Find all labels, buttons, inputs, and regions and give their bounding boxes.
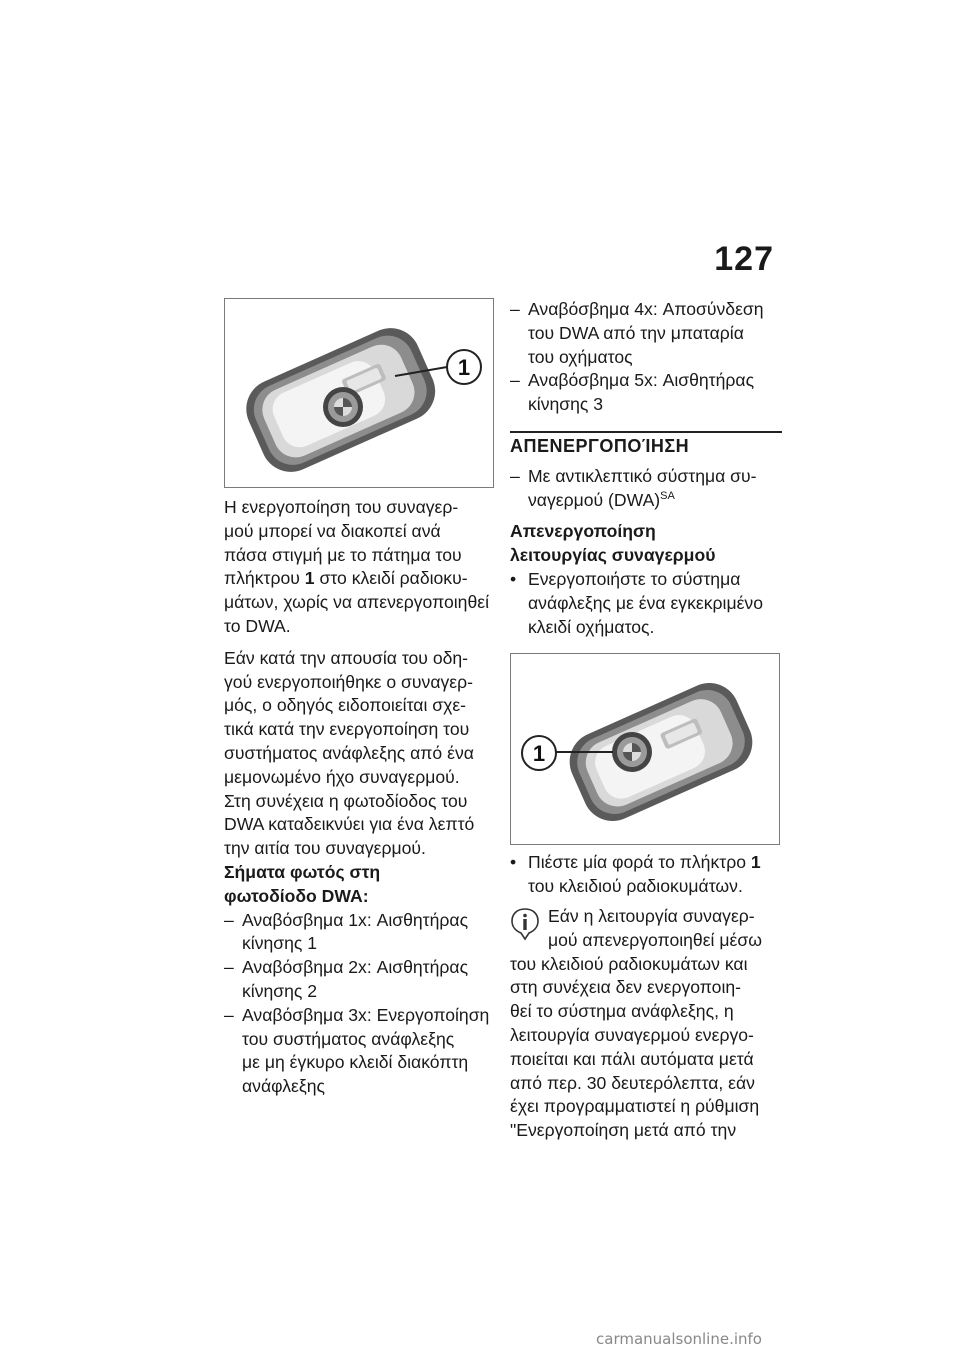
note-line: "Ενεργοποίηση μετά από την: [510, 1120, 737, 1141]
note-line: θεί το σύστημα ανάφλεξης, η: [510, 1001, 734, 1022]
step-line: ανάφλεξης με ένα εγκεκριμένο: [528, 592, 764, 613]
key-fob-illustration: [511, 654, 779, 844]
note-line: Εάν η λειτουργία συναγερ-: [548, 905, 755, 926]
left-column: [224, 298, 494, 1099]
dash-marker: –: [224, 1004, 234, 1025]
signal-line: Αναβόσβημα 2x: Αισθητήρας: [242, 957, 469, 978]
para2-line: Εάν κατά την απουσία του οδη-: [224, 647, 469, 668]
footer-watermark: carmanualsonline.info: [596, 1330, 762, 1348]
dash-marker: –: [510, 299, 520, 319]
requirement-text: ναγερμού (DWA): [528, 489, 661, 510]
para2-line: μεμονωμένο ήχο συναγερμού.: [224, 766, 460, 787]
note-line: του κλειδιού ραδιοκυμάτων και: [510, 953, 748, 974]
dash-marker: –: [224, 909, 234, 930]
step-line: Ενεργοποιήστε το σύστημα: [528, 568, 741, 589]
para2-line: μός, ο οδηγός ειδοποιείται σχε-: [224, 695, 467, 716]
bullet-marker: •: [510, 568, 517, 589]
note-line: λειτουργία συναγερμού ενεργο-: [510, 1024, 754, 1045]
para2-line: DWA καταδεικνύει για ένα λεπτό: [224, 814, 475, 835]
key-fob-figure-1: [224, 298, 494, 488]
step-item: [510, 851, 782, 899]
note-line: έχει προγραμματιστεί η ρύθμιση: [510, 1096, 760, 1117]
signal-line: του DWA από την μπαταρία: [528, 322, 744, 343]
step-line: του κλειδιού ραδιοκυμάτων.: [528, 876, 743, 897]
section-title: ΑΠΕΝΕΡΓΟΠΟΊΗΣΗ: [510, 435, 690, 456]
intro-text: πλήκτρου: [224, 568, 305, 589]
info-icon: [510, 907, 540, 941]
signal-line: κίνησης 1: [242, 933, 318, 954]
step-text: Πιέστε μία φορά το πλήκτρο: [528, 852, 751, 873]
signal-line: Αναβόσβημα 3x: Ενεργοποίηση: [242, 1004, 490, 1025]
signal-line: ανάφλεξης: [242, 1076, 325, 1097]
signals-heading: Σήματα φωτός στη: [224, 861, 381, 882]
section-divider: [510, 431, 782, 459]
signal-line: κίνησης 2: [242, 980, 318, 1001]
signal-line: του συστήματος ανάφλεξης: [242, 1028, 455, 1049]
para2-line: Στη συνέχεια η φωτοδίοδος του: [224, 790, 468, 811]
signal-item: [224, 956, 494, 1004]
signal-line: Αναβόσβημα 1x: Αισθητήρας: [242, 909, 469, 930]
signal-line: με μη έγκυρο κλειδί διακόπτη: [242, 1052, 469, 1073]
figure1-callout: 1: [457, 355, 471, 380]
signals-heading: φωτοδίοδο DWA:: [224, 885, 369, 906]
sub-heading: Απενεργοποίηση: [510, 521, 656, 542]
dash-marker: –: [510, 370, 520, 391]
signal-item: [224, 1004, 494, 1099]
note-line: μού απενεργοποιηθεί μέσω: [548, 929, 762, 950]
key-reference: 1: [304, 568, 315, 589]
signal-line: του οχήματος: [528, 346, 633, 367]
para2-line: την αιτία του συναγερμού.: [224, 838, 426, 859]
page-number: 127: [714, 240, 774, 278]
intro-line: μού μπορεί να διακοπεί ανά: [224, 520, 441, 541]
intro-line: πάσα στιγμή με το πάτημα του: [224, 544, 462, 565]
para2-line: συστήματος ανάφλεξης από ένα: [224, 742, 474, 763]
sub-heading: λειτουργίας συναγερμού: [510, 545, 716, 566]
dash-marker: –: [224, 957, 234, 978]
special-equipment-badge: SA: [660, 489, 675, 502]
para2-line: γού ενεργοποιήθηκε ο συναγερ-: [224, 671, 474, 692]
requirement-line: Με αντικλεπτικό σύστημα συ-: [528, 465, 757, 486]
signal-line: κίνησης 3: [528, 394, 604, 415]
step-line: κλειδί οχήματος.: [528, 616, 655, 637]
key-reference: 1: [750, 852, 761, 873]
intro-line: μάτων, χωρίς να απενεργοποιηθεί: [224, 592, 489, 613]
signal-item: [510, 298, 782, 369]
intro-line: [224, 567, 494, 591]
note-line: από περ. 30 δευτερόλεπτα, εάν: [510, 1072, 755, 1093]
intro-line: το DWA.: [224, 615, 291, 636]
step-line: [528, 851, 782, 875]
signal-item: [224, 909, 494, 957]
signal-line: Αναβόσβημα 4x: Αποσύνδεση: [528, 299, 764, 319]
key-fob-figure-2: [510, 653, 780, 845]
note-line: ποιείται και πάλι αυτόματα μετά: [510, 1048, 754, 1069]
intro-text: στο κλειδί ραδιοκυ-: [314, 568, 468, 589]
intro-line: Η ενεργοποίηση του συναγερ-: [224, 497, 459, 517]
note-line: στη συνέχεια δεν ενεργοποιη-: [510, 977, 742, 998]
step-item: [510, 568, 782, 639]
signal-line: Αναβόσβημα 5x: Αισθητήρας: [528, 370, 755, 391]
requirement-item: [510, 465, 782, 513]
bullet-marker: •: [510, 852, 517, 873]
dash-marker: –: [510, 465, 520, 486]
key-fob-illustration: [225, 299, 493, 487]
figure2-callout: 1: [532, 741, 546, 767]
info-note: [510, 905, 782, 1143]
right-column: [510, 298, 782, 1143]
requirement-line: [528, 489, 782, 513]
signal-item: [510, 369, 782, 417]
para2-line: τικά κατά την ενεργοποίηση του: [224, 719, 470, 740]
